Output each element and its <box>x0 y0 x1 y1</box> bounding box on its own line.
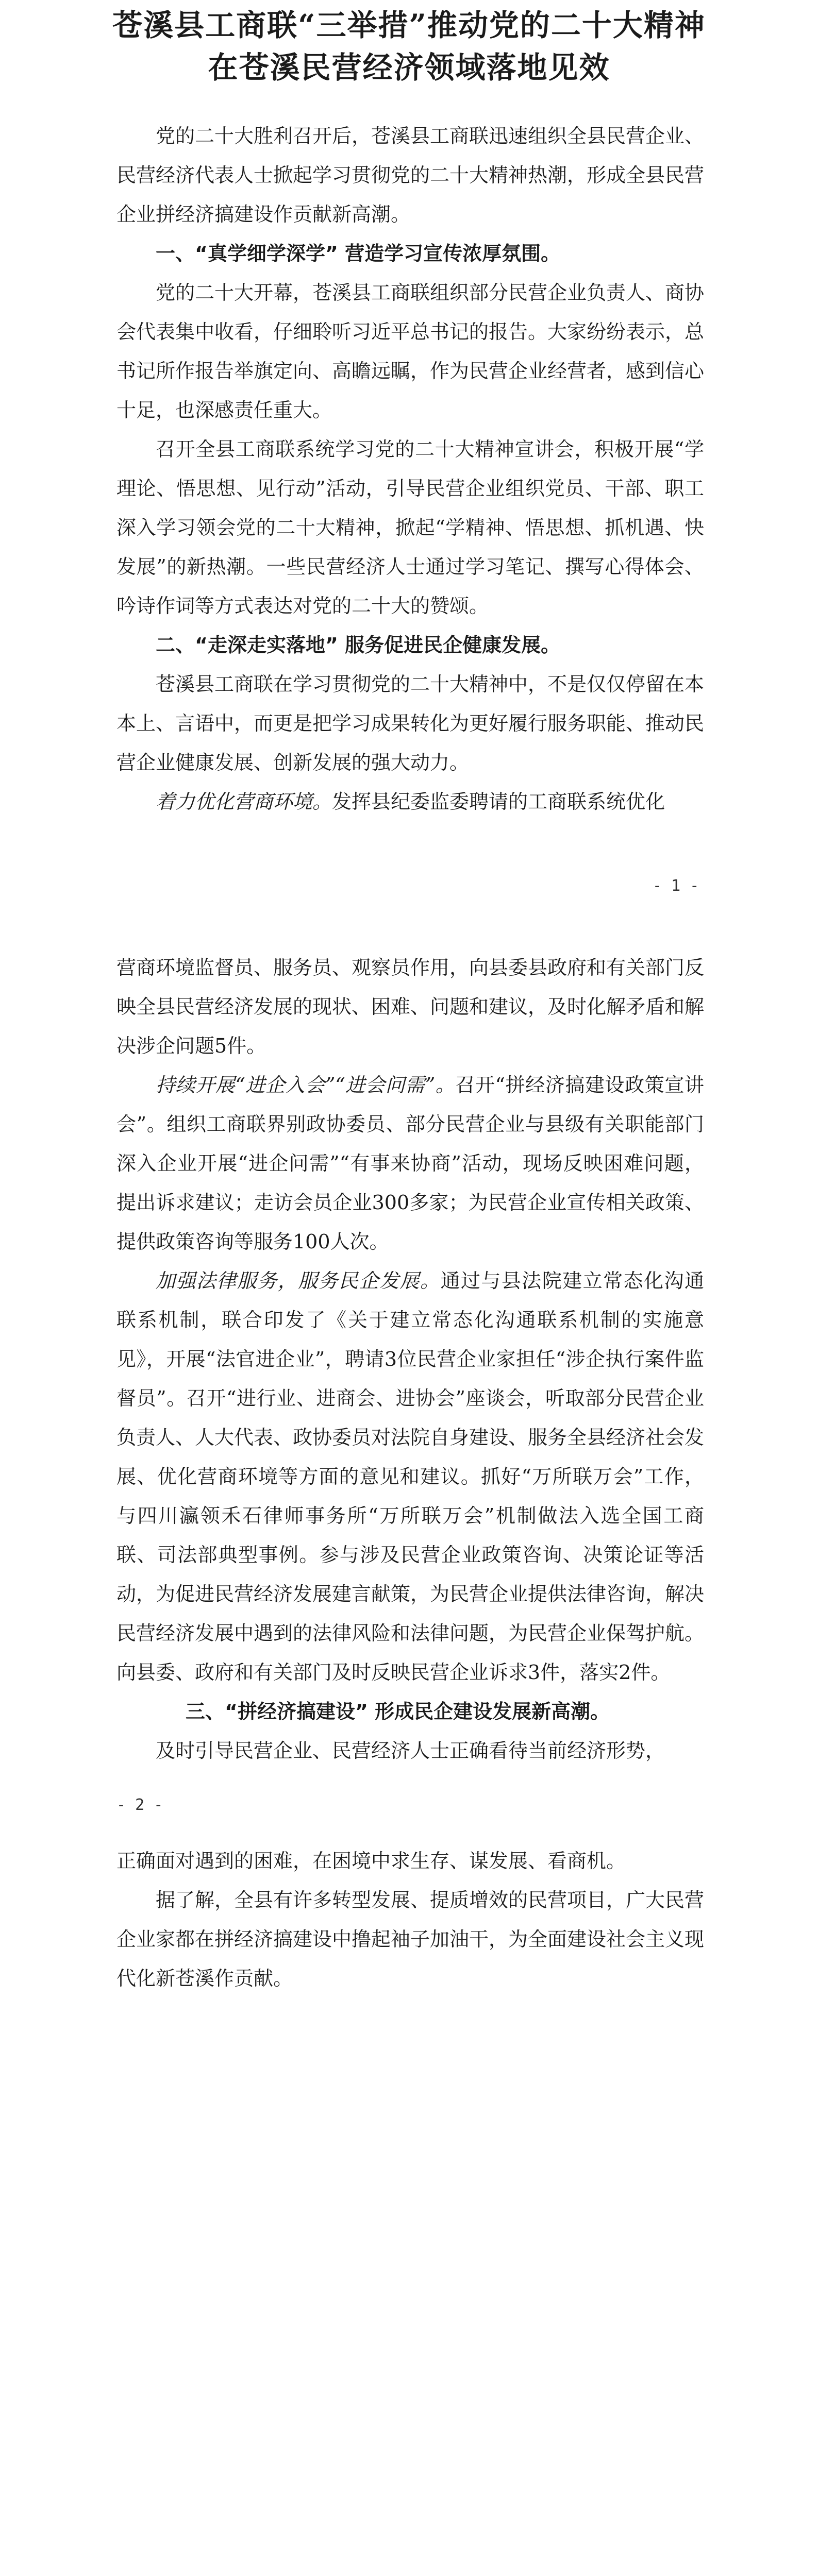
document-title-line-2: 在苍溪民营经济领域落地见效 <box>208 50 610 85</box>
section-2-paragraph-1: 苍溪县工商联在学习贯彻党的二十大精神中，不是仅仅停留在本本上、言语中，而更是把学习成果转化为更好履行服务职能、推动民营企业健康发展、创新发展的强大动力。 <box>116 673 705 774</box>
page-number-1: - 1 - <box>653 877 699 895</box>
paragraph-text: 召开“拼经济搞建设政策宣讲会”。组织工商联界别政协委员、部分民营企业与县级有关职能部门深入企业开展“进企问需”“有事来协商”活动，现场反映困难问题，提出诉求建议；走访会员企业300多家；为民营企业宣传相关政策、提供政策咨询等服务100人次。 <box>116 1074 704 1253</box>
paragraph-text: 通过与县法院建立常态化沟通联系机制，联合印发了《关于建立常态化沟通联系机制的实施意见》，开展“法官进企业”，聘请3位民营企业家担任“涉企执行案件监督员”。召开“进行业、进商会、进协会”座谈会，听取部分民营企业负责人、人大代表、政协委员对法院自身建设、服务全县经济社会发展、优化营商环境等方面的意见和建议。抓好“万所联万会”工作，与四川瀛领禾石律师事务所“万所联万会”机制做法入选全国工商联、司法部典型事例。参与涉及民营企业政策咨询、决策论证等活动，为促进民营经济发展建言献策，为民营企业提供法律咨询，解决民营经济发展中遇到的法律风险和法律问题，为民营企业保驾护航。向县委、政府和有关部门及时反映民营企业诉求3件，落实2件。 <box>116 1269 705 1684</box>
document-title-line-1: 苍溪县工商联“三举措”推动党的二十大精神 <box>112 8 706 43</box>
page-2 <box>0 922 818 1834</box>
section-2-paragraph-4 <box>116 1261 704 1692</box>
section-2-paragraph-2 <box>116 782 704 821</box>
page-number-2: - 2 - <box>116 1796 163 1814</box>
section-1-paragraph-2: 召开全县工商联系统学习党的二十大精神宣讲会，积极开展“学理论、悟思想、见行动”活动，引导民营企业组织党员、干部、职工深入学习领会党的二十大精神，掀起“学精神、悟思想、抓机遇、快发展”的新热潮。一些民营经济人士通过学习笔记、撰写心得体会、吟诗作词等方式表达对党的二十大的赞颂。 <box>116 438 704 617</box>
section-heading-2: 二、“走深走实落地” 服务促进民企健康发展。 <box>156 634 561 656</box>
section-heading-3: 三、“拼经济搞建设” 形成民企建设发展新高潮。 <box>186 1700 610 1723</box>
paragraph-lead-phrase: 加强法律服务，服务民企发展。 <box>156 1269 441 1292</box>
section-1-paragraph-1: 党的二十大开幕，苍溪县工商联组织部分民营企业负责人、商协会代表集中收看，仔细聆听习近平总书记的报告。大家纷纷表示，总书记所作报告举旗定向、高瞻远瞩，作为民营企业经营者，感到信心十足，也深感责任重大。 <box>116 281 705 421</box>
section-3-paragraph-2: 据了解，全县有许多转型发展、提质增效的民营项目，广大民营企业家都在拼经济搞建设中撸起袖子加油干，为全面建设社会主义现代化新苍溪作贡献。 <box>116 1889 705 1990</box>
paragraph-lead-phrase: 持续开展“进企入会”“进会问需”。 <box>156 1074 456 1096</box>
section-2-paragraph-2-continued: 营商环境监督员、服务员、观察员作用，向县委县政府和有关部门反映全县民营经济发展的现状、困难、问题和建议，及时化解矛盾和解决涉企问题5件。 <box>116 956 705 1057</box>
section-3-paragraph-1-continued: 正确面对遇到的困难，在困境中求生存、谋发展、看商机。 <box>116 1850 626 1872</box>
section-3-paragraph-1: 及时引导民营企业、民营经济人士正确看待当前经济形势， <box>156 1739 665 1762</box>
page-1 <box>0 0 818 922</box>
page-1-body <box>116 116 704 821</box>
page-3-body <box>116 1841 704 1998</box>
intro-paragraph: 党的二十大胜利召开后，苍溪县工商联迅速组织全县民营企业、民营经济代表人士掀起学习贯彻党的二十大精神热潮，形成全县民营企业拼经济搞建设作贡献新高潮。 <box>116 125 705 226</box>
paragraph-lead-phrase: 着力优化营商环境。 <box>156 790 332 813</box>
section-heading-1: 一、“真学细学深学” 营造学习宣传浓厚氛围。 <box>156 242 561 265</box>
paragraph-text: 发挥县纪委监委聘请的工商联系统优化 <box>332 790 665 813</box>
page-2-body <box>116 948 704 1770</box>
page-3 <box>0 1834 818 2576</box>
section-2-paragraph-3 <box>116 1065 704 1261</box>
